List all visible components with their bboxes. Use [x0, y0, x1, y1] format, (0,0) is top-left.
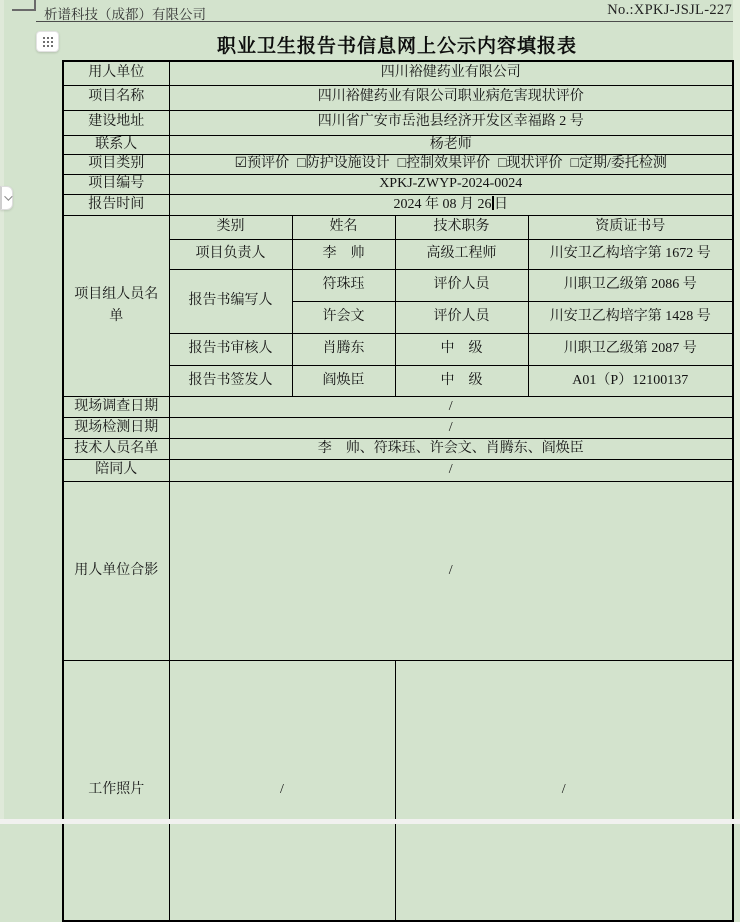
team-category[interactable]: 报告书编写人: [169, 270, 292, 334]
team-cert[interactable]: 川安卫乙构培字第 1428 号: [528, 302, 733, 334]
report-date-label: 报告时间: [63, 195, 169, 216]
checkbox-option-protection-design[interactable]: □防护设施设计: [297, 156, 390, 172]
team-name[interactable]: 符珠珏: [292, 270, 395, 302]
team-header-name: 姓名: [292, 216, 395, 240]
table-row: [63, 110, 733, 135]
checkbox-option-control-effect[interactable]: □控制效果评价: [397, 156, 491, 172]
work-photo-label: 工作照片: [63, 661, 169, 921]
team-header-row: [63, 216, 733, 240]
team-cert[interactable]: 川职卫乙级第 2087 号: [528, 334, 733, 366]
sidebar-collapse-tab[interactable]: [0, 186, 13, 210]
project-name-value[interactable]: 四川裕健药业有限公司职业病危害现状评价: [169, 85, 733, 110]
report-form-table: [62, 60, 734, 922]
team-category[interactable]: 项目负责人: [169, 240, 292, 270]
escort-value[interactable]: /: [169, 460, 733, 482]
tech-staff-label: 技术人员名单: [63, 439, 169, 460]
table-row: [63, 661, 733, 921]
survey-date-value[interactable]: /: [169, 397, 733, 418]
team-label: 项目组人员名单: [63, 216, 169, 397]
contact-label: 联系人: [63, 135, 169, 155]
report-date-text-after: 日: [494, 196, 508, 212]
page-right-edge: [733, 0, 740, 824]
header-rule: [36, 21, 733, 22]
test-date-label: 现场检测日期: [63, 418, 169, 439]
table-row: [63, 135, 733, 155]
team-name[interactable]: 阎焕臣: [292, 366, 395, 397]
header-corner-mark-icon: [12, 0, 36, 11]
contact-value[interactable]: 杨老师: [169, 135, 733, 155]
group-photo-label: 用人单位合影: [63, 482, 169, 661]
work-photo-cell-right[interactable]: /: [395, 661, 733, 921]
team-title[interactable]: 高级工程师: [395, 240, 528, 270]
team-cert[interactable]: 川安卫乙构培字第 1672 号: [528, 240, 733, 270]
table-row: [63, 195, 733, 216]
chevron-down-icon: [4, 192, 12, 200]
test-date-value[interactable]: /: [169, 418, 733, 439]
table-row: [63, 85, 733, 110]
table-row: [63, 439, 733, 460]
table-row: [63, 175, 733, 195]
table-row: [63, 155, 733, 175]
checkbox-option-status-evaluation[interactable]: □现状评价: [498, 156, 563, 172]
team-header-title: 技术职务: [395, 216, 528, 240]
drag-dots-icon: [43, 37, 53, 47]
team-header-cert: 资质证书号: [528, 216, 733, 240]
employer-value[interactable]: 四川裕健药业有限公司: [169, 61, 733, 85]
table-row: [63, 397, 733, 418]
team-title[interactable]: 评价人员: [395, 270, 528, 302]
team-title[interactable]: 中 级: [395, 366, 528, 397]
table-row: [63, 418, 733, 439]
page-left-edge: [0, 0, 4, 824]
address-label: 建设地址: [63, 110, 169, 135]
team-cert[interactable]: A01（P）12100137: [528, 366, 733, 397]
checkbox-option-periodic-detection[interactable]: □定期/委托检测: [570, 156, 667, 172]
team-header-category: 类别: [169, 216, 292, 240]
page-title: 职业卫生报告书信息网上公示内容填报表: [216, 36, 577, 57]
checkbox-option-pre-evaluation[interactable]: ☑预评价: [234, 156, 290, 172]
team-category[interactable]: 报告书审核人: [169, 334, 292, 366]
report-date-text-before: 2024 年 08 月 26: [393, 196, 492, 212]
table-row: [63, 460, 733, 482]
company-name: 析谱科技（成都）有限公司: [44, 7, 206, 22]
team-name[interactable]: 李 帅: [292, 240, 395, 270]
document-header: [0, 0, 740, 23]
team-title[interactable]: 中 级: [395, 334, 528, 366]
document-number: No.:XPKJ-JSJL-227: [607, 2, 732, 18]
project-no-label: 项目编号: [63, 175, 169, 195]
tech-staff-value[interactable]: 李 帅、符珠珏、许会文、肖腾东、阎焕臣: [169, 439, 733, 460]
table-row: [63, 482, 733, 661]
table-row: [63, 61, 733, 85]
survey-date-label: 现场调查日期: [63, 397, 169, 418]
project-name-label: 项目名称: [63, 85, 169, 110]
table-drag-handle[interactable]: [36, 31, 59, 52]
team-name[interactable]: 许会文: [292, 302, 395, 334]
project-no-value[interactable]: XPKJ-ZWYP-2024-0024: [169, 175, 733, 195]
team-cert[interactable]: 川职卫乙级第 2086 号: [528, 270, 733, 302]
report-date-value[interactable]: [169, 195, 733, 216]
team-title[interactable]: 评价人员: [395, 302, 528, 334]
project-type-label: 项目类别: [63, 155, 169, 175]
team-name[interactable]: 肖腾东: [292, 334, 395, 366]
project-type-options: [169, 155, 733, 175]
team-category[interactable]: 报告书签发人: [169, 366, 292, 397]
escort-label: 陪同人: [63, 460, 169, 482]
group-photo-cell[interactable]: /: [169, 482, 733, 661]
address-value[interactable]: 四川省广安市岳池县经济开发区幸福路 2 号: [169, 110, 733, 135]
horizontal-scrollbar-track[interactable]: [0, 819, 740, 824]
employer-label: 用人单位: [63, 61, 169, 85]
work-photo-cell-left[interactable]: /: [169, 661, 395, 921]
